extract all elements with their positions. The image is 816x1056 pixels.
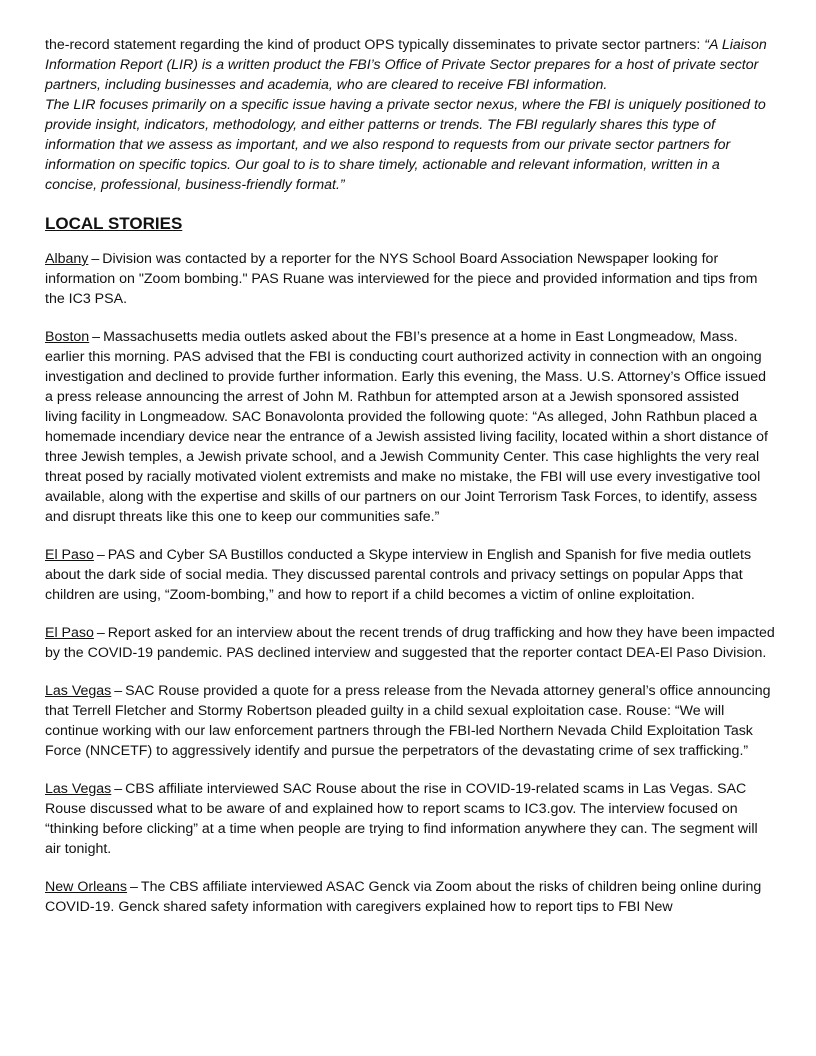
section-heading-local-stories: LOCAL STORIES [45,214,183,233]
story-office: Las Vegas [45,781,112,797]
story-text: Massachusetts media outlets asked about the FBI’s presence at a home in East Longmeadow, Mass. earlier this morning. PAS advised that the FBI is conducting court authorized activity in connection with an ongoing investigation and declined to provide further information. Early this evening, the Mass. U.S. Attorney’s Office issued a press release announcing the arrest of John M. Rathbun for attempted arson at a Jewish sponsored assisted living facility in Longmeadow. SAC Bonavolonta provided the following quote: “As alleged, John Rathbun placed a homemade incendiary device near the entrance of a Jewish assisted living facility, located within a short distance of three Jewish temples, a Jewish private school, and a Jewish Community Center. This case highlights the very real threat posed by racially motivated violent extremists and make no mistake, the FBI will use every investigative tool available, along with the expertise and skills of our partners on our Joint Terrorism Task Forces, to identify, assess and disrupt threats like this one to keep our communities safe.” [45,329,768,525]
story-item [45,877,775,917]
story-item [45,545,775,605]
story-dash: – [130,879,138,895]
story-text: Division was contacted by a reporter for the NYS School Board Association Newspaper looking for information on "Zoom bombing." PAS Ruane was interviewed for the piece and provided information and tips from the IC3 PSA. [45,251,758,307]
story-dash: – [96,547,105,563]
story-item [45,623,775,663]
story-office: El Paso [45,625,94,641]
story-item [45,779,775,859]
story-dash: – [91,251,100,267]
story-text: CBS affiliate interviewed SAC Rouse about the rise in COVID-19-related scams in Las Vegas. SAC Rouse discussed what to be aware of and explained how to report scams to IC3.gov. The interview focused on “thinking before clicking” at a time when people are trying to find information anywhere they can. The segment will air tonight. [45,781,758,857]
intro-lead-text: the-record statement regarding the kind of product OPS typically disseminates to private sector partners: [45,37,705,53]
story-item [45,327,775,527]
story-text: Report asked for an interview about the recent trends of drug trafficking and how they have been impacted by the COVID-19 pandemic. PAS declined interview and suggested that the reporter contact DEA-El Paso Division. [45,625,775,661]
story-dash: – [96,625,105,641]
story-dash: – [114,781,123,797]
intro-paragraph [45,35,775,195]
intro-quote-part1: “A Liaison Information Report (LIR) is a written product the FBI’s Office of Private Sector prepares for a host of private sector partners, including businesses and academia, who are cleared to receive FBI information. [45,37,767,93]
story-office: Las Vegas [45,683,112,699]
story-office: New Orleans [45,879,128,895]
story-item [45,681,775,761]
story-office: Albany [45,251,89,267]
document-page [45,35,775,935]
story-text: SAC Rouse provided a quote for a press release from the Nevada attorney general’s office announcing that Terrell Fletcher and Stormy Robertson pleaded guilty in a child sexual exploitation case. Rouse: “We will continue working with our law enforcement partners through the FBI-led Northern Nevada Child Exploitation Task Force (NNCETF) to aggressively identify and pursue the perpetrators of the devastating crime of sex trafficking.” [45,683,771,759]
intro-quote-part2: The LIR focuses primarily on a specific issue having a private sector nexus, where the FBI is uniquely positioned to provide insight, indicators, methodology, and either patterns or trends. The FBI regularly shares this type of information that we assess as important, and we also respond to requests from our private sector partners for information on specific topics. Our goal to is to share timely, actionable and relevant information, written in a concise, professional, business-friendly format.” [45,97,766,193]
story-dash: – [92,329,101,345]
story-text: The CBS affiliate interviewed ASAC Genck via Zoom about the risks of children being online during COVID-19. Genck shared safety information with caregivers explained how to report tips to FBI New [45,879,762,915]
story-item [45,249,775,309]
story-text: PAS and Cyber SA Bustillos conducted a Skype interview in English and Spanish for five media outlets about the dark side of social media. They discussed parental controls and privacy settings on popular Apps that children are using, “Zoom-bombing,” and how to report if a child becomes a victim of online exploitation. [45,547,752,603]
story-dash: – [114,683,123,699]
story-office: El Paso [45,547,94,563]
story-office: Boston [45,329,90,345]
